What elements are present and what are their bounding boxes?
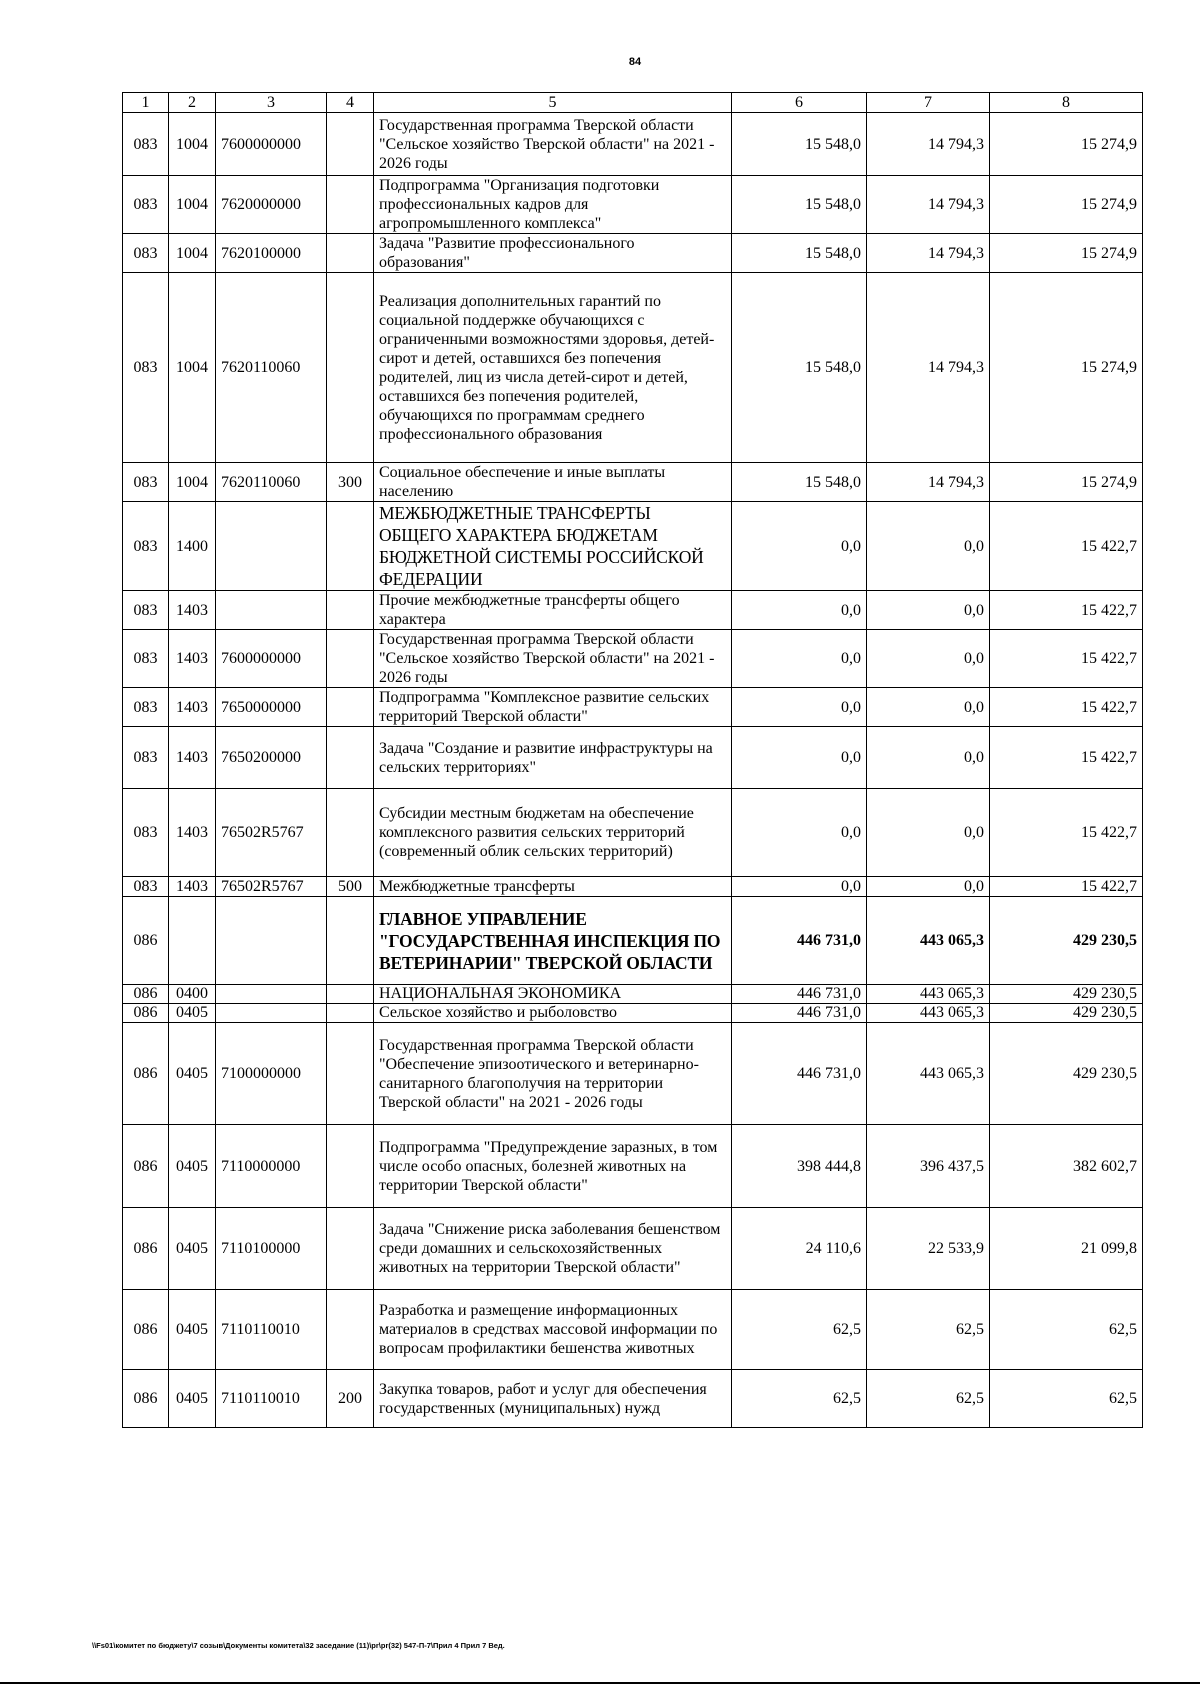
column-number: 4 [327, 93, 374, 113]
amount-2026-cell: 15 274,9 [990, 176, 1143, 234]
section-code-cell: 1403 [169, 789, 216, 877]
target-article-cell: 76502R5767 [216, 789, 327, 877]
table-row [123, 897, 1143, 985]
amount-2026-cell: 429 230,5 [990, 897, 1143, 985]
description-cell: Государственная программа Тверской области "Сельское хозяйство Тверской области" на 2021 - 2026 годы [374, 113, 732, 176]
target-article-cell: 7650000000 [216, 688, 327, 727]
column-number: 6 [732, 93, 867, 113]
expense-type-cell [327, 113, 374, 176]
table-row [123, 463, 1143, 502]
amount-2026-cell: 15 274,9 [990, 234, 1143, 273]
section-code-cell: 0405 [169, 1023, 216, 1125]
description-cell: Прочие межбюджетные трансферты общего характера [374, 591, 732, 630]
amount-2024-cell: 15 548,0 [732, 463, 867, 502]
description-cell: Реализация дополнительных гарантий по социальной поддержке обучающихся с ограниченными возможностями здоровья, детей-сирот и детей, оставшихся без попечения родителей, лиц из числа детей-сирот и детей, оставшихся без попечения родителей, обучающихся по программам среднего профессионального образования [374, 273, 732, 463]
amount-2026-cell: 382 602,7 [990, 1125, 1143, 1208]
amount-2024-cell: 62,5 [732, 1290, 867, 1370]
ministry-code-cell: 083 [123, 877, 169, 897]
table-row [123, 176, 1143, 234]
target-article-cell: 76502R5767 [216, 877, 327, 897]
target-article-cell: 7600000000 [216, 630, 327, 688]
amount-2024-cell: 15 548,0 [732, 113, 867, 176]
target-article-cell: 7110100000 [216, 1208, 327, 1290]
amount-2024-cell: 446 731,0 [732, 1004, 867, 1023]
section-code-cell: 1004 [169, 463, 216, 502]
column-number: 7 [867, 93, 990, 113]
amount-2025-cell: 0,0 [867, 591, 990, 630]
amount-2025-cell: 443 065,3 [867, 985, 990, 1004]
table-row [123, 502, 1143, 591]
target-article-cell: 7110110010 [216, 1370, 327, 1428]
amount-2025-cell: 62,5 [867, 1290, 990, 1370]
ministry-code-cell: 083 [123, 789, 169, 877]
description-cell: Задача "Создание и развитие инфраструктуры на сельских территориях" [374, 727, 732, 789]
ministry-code-cell: 083 [123, 688, 169, 727]
table-row [123, 1125, 1143, 1208]
target-article-cell: 7620110060 [216, 273, 327, 463]
amount-2026-cell: 15 422,7 [990, 877, 1143, 897]
amount-2024-cell: 15 548,0 [732, 176, 867, 234]
section-code-cell: 1400 [169, 502, 216, 591]
ministry-code-cell: 083 [123, 591, 169, 630]
target-article-cell: 7100000000 [216, 1023, 327, 1125]
amount-2024-cell: 62,5 [732, 1370, 867, 1428]
description-cell: Подпрограмма "Комплексное развитие сельских территорий Тверской области" [374, 688, 732, 727]
amount-2024-cell: 15 548,0 [732, 234, 867, 273]
expense-type-cell [327, 273, 374, 463]
column-number: 1 [123, 93, 169, 113]
budget-table [122, 92, 1143, 1428]
expense-type-cell: 300 [327, 463, 374, 502]
section-code-cell: 0405 [169, 1004, 216, 1023]
column-number: 3 [216, 93, 327, 113]
expense-type-cell [327, 234, 374, 273]
amount-2025-cell: 0,0 [867, 789, 990, 877]
expense-type-cell [327, 1023, 374, 1125]
target-article-cell: 7650200000 [216, 727, 327, 789]
target-article-cell: 7620100000 [216, 234, 327, 273]
amount-2026-cell: 15 422,7 [990, 727, 1143, 789]
footer-file-path: \\Fs01\комитет по бюджету\7 созыв\Документы комитета\32 заседание (11)\pr\pr(32) 547-П-7\Прил 4 Прил 7 Вед. [92, 1641, 505, 1650]
table-row [123, 630, 1143, 688]
expense-type-cell [327, 1004, 374, 1023]
section-code-cell [169, 897, 216, 985]
amount-2024-cell: 0,0 [732, 688, 867, 727]
expense-type-cell [327, 176, 374, 234]
description-cell: НАЦИОНАЛЬНАЯ ЭКОНОМИКА [374, 985, 732, 1004]
expense-type-cell [327, 985, 374, 1004]
expense-type-cell [327, 591, 374, 630]
amount-2024-cell: 446 731,0 [732, 1023, 867, 1125]
amount-2025-cell: 443 065,3 [867, 1004, 990, 1023]
ministry-code-cell: 086 [123, 1004, 169, 1023]
amount-2026-cell: 429 230,5 [990, 985, 1143, 1004]
expense-type-cell [327, 1208, 374, 1290]
amount-2024-cell: 0,0 [732, 727, 867, 789]
ministry-code-cell: 086 [123, 1208, 169, 1290]
expense-type-cell: 500 [327, 877, 374, 897]
target-article-cell: 7110000000 [216, 1125, 327, 1208]
amount-2025-cell: 0,0 [867, 502, 990, 591]
amount-2026-cell: 62,5 [990, 1370, 1143, 1428]
amount-2026-cell: 15 422,7 [990, 502, 1143, 591]
ministry-code-cell: 086 [123, 1370, 169, 1428]
section-code-cell: 0405 [169, 1125, 216, 1208]
amount-2026-cell: 21 099,8 [990, 1208, 1143, 1290]
column-number: 2 [169, 93, 216, 113]
ministry-code-cell: 083 [123, 463, 169, 502]
description-cell: Задача "Снижение риска заболевания бешенством среди домашних и сельскохозяйственных животных на территории Тверской области" [374, 1208, 732, 1290]
table-row [123, 1208, 1143, 1290]
table-row [123, 1290, 1143, 1370]
table-row [123, 985, 1143, 1004]
amount-2025-cell: 0,0 [867, 877, 990, 897]
amount-2025-cell: 14 794,3 [867, 176, 990, 234]
section-code-cell: 0405 [169, 1208, 216, 1290]
ministry-code-cell: 086 [123, 1023, 169, 1125]
description-cell: Субсидии местным бюджетам на обеспечение комплексного развития сельских территорий (современный облик сельских территорий) [374, 789, 732, 877]
section-code-cell: 1004 [169, 273, 216, 463]
expense-type-cell [327, 727, 374, 789]
expense-type-cell [327, 630, 374, 688]
description-cell: Подпрограмма "Организация подготовки профессиональных кадров для агропромышленного комплекса" [374, 176, 732, 234]
amount-2024-cell: 0,0 [732, 789, 867, 877]
amount-2025-cell: 0,0 [867, 688, 990, 727]
amount-2025-cell: 443 065,3 [867, 897, 990, 985]
table-row [123, 1370, 1143, 1428]
bottom-rule [0, 1682, 1200, 1684]
page-number: 84 [628, 56, 642, 68]
amount-2024-cell: 446 731,0 [732, 897, 867, 985]
amount-2026-cell: 15 274,9 [990, 273, 1143, 463]
ministry-code-cell: 083 [123, 630, 169, 688]
amount-2025-cell: 0,0 [867, 630, 990, 688]
description-cell: МЕЖБЮДЖЕТНЫЕ ТРАНСФЕРТЫ ОБЩЕГО ХАРАКТЕРА БЮДЖЕТАМ БЮДЖЕТНОЙ СИСТЕМЫ РОССИЙСКОЙ ФЕДЕРАЦИИ [374, 502, 732, 591]
description-cell: Задача "Развитие профессионального образования" [374, 234, 732, 273]
amount-2026-cell: 429 230,5 [990, 1004, 1143, 1023]
amount-2026-cell: 15 422,7 [990, 630, 1143, 688]
description-cell: Подпрограмма "Предупреждение заразных, в том числе особо опасных, болезней животных на территории Тверской области" [374, 1125, 732, 1208]
amount-2026-cell: 15 274,9 [990, 113, 1143, 176]
amount-2026-cell: 15 422,7 [990, 789, 1143, 877]
ministry-code-cell: 083 [123, 234, 169, 273]
section-code-cell: 0405 [169, 1370, 216, 1428]
section-code-cell: 1403 [169, 727, 216, 789]
description-cell: Межбюджетные трансферты [374, 877, 732, 897]
table-row [123, 1004, 1143, 1023]
description-cell: Сельское хозяйство и рыболовство [374, 1004, 732, 1023]
expense-type-cell [327, 1290, 374, 1370]
table-row [123, 688, 1143, 727]
amount-2025-cell: 14 794,3 [867, 273, 990, 463]
amount-2024-cell: 0,0 [732, 630, 867, 688]
section-code-cell: 1403 [169, 591, 216, 630]
target-article-cell [216, 591, 327, 630]
section-code-cell: 0400 [169, 985, 216, 1004]
section-code-cell: 1004 [169, 234, 216, 273]
ministry-code-cell: 086 [123, 1290, 169, 1370]
column-number-row [123, 93, 1143, 113]
target-article-cell [216, 1004, 327, 1023]
column-number: 8 [990, 93, 1143, 113]
amount-2024-cell: 0,0 [732, 591, 867, 630]
amount-2024-cell: 0,0 [732, 877, 867, 897]
amount-2024-cell: 24 110,6 [732, 1208, 867, 1290]
description-cell: ГЛАВНОЕ УПРАВЛЕНИЕ "ГОСУДАРСТВЕННАЯ ИНСПЕКЦИЯ ПО ВЕТЕРИНАРИИ" ТВЕРСКОЙ ОБЛАСТИ [374, 897, 732, 985]
description-cell: Разработка и размещение информационных материалов в средствах массовой информации по вопросам профилактики бешенства животных [374, 1290, 732, 1370]
amount-2026-cell: 15 274,9 [990, 463, 1143, 502]
ministry-code-cell: 083 [123, 113, 169, 176]
table-row [123, 789, 1143, 877]
target-article-cell [216, 897, 327, 985]
amount-2026-cell: 429 230,5 [990, 1023, 1143, 1125]
amount-2025-cell: 14 794,3 [867, 463, 990, 502]
target-article-cell: 7110110010 [216, 1290, 327, 1370]
ministry-code-cell: 083 [123, 273, 169, 463]
table-row [123, 877, 1143, 897]
ministry-code-cell: 086 [123, 1125, 169, 1208]
table-row [123, 234, 1143, 273]
amount-2025-cell: 22 533,9 [867, 1208, 990, 1290]
table-row [123, 1023, 1143, 1125]
expense-type-cell [327, 688, 374, 727]
expense-type-cell [327, 897, 374, 985]
section-code-cell: 1004 [169, 113, 216, 176]
description-cell: Закупка товаров, работ и услуг для обеспечения государственных (муниципальных) нужд [374, 1370, 732, 1428]
amount-2024-cell: 0,0 [732, 502, 867, 591]
ministry-code-cell: 083 [123, 176, 169, 234]
description-cell: Государственная программа Тверской области "Обеспечение эпизоотического и ветеринарно-санитарного благополучия на территории Тверской области" на 2021 - 2026 годы [374, 1023, 732, 1125]
description-cell: Государственная программа Тверской области "Сельское хозяйство Тверской области" на 2021 - 2026 годы [374, 630, 732, 688]
ministry-code-cell: 083 [123, 727, 169, 789]
target-article-cell: 7620000000 [216, 176, 327, 234]
table-row [123, 113, 1143, 176]
amount-2026-cell: 15 422,7 [990, 591, 1143, 630]
target-article-cell [216, 985, 327, 1004]
amount-2026-cell: 15 422,7 [990, 688, 1143, 727]
amount-2024-cell: 398 444,8 [732, 1125, 867, 1208]
target-article-cell: 7620110060 [216, 463, 327, 502]
ministry-code-cell: 086 [123, 985, 169, 1004]
column-number: 5 [374, 93, 732, 113]
section-code-cell: 0405 [169, 1290, 216, 1370]
section-code-cell: 1403 [169, 688, 216, 727]
amount-2025-cell: 396 437,5 [867, 1125, 990, 1208]
section-code-cell: 1403 [169, 630, 216, 688]
expense-type-cell [327, 502, 374, 591]
ministry-code-cell: 083 [123, 502, 169, 591]
amount-2026-cell: 62,5 [990, 1290, 1143, 1370]
table-row [123, 591, 1143, 630]
section-code-cell: 1403 [169, 877, 216, 897]
table-row [123, 273, 1143, 463]
ministry-code-cell: 086 [123, 897, 169, 985]
section-code-cell: 1004 [169, 176, 216, 234]
expense-type-cell: 200 [327, 1370, 374, 1428]
amount-2025-cell: 443 065,3 [867, 1023, 990, 1125]
amount-2025-cell: 14 794,3 [867, 234, 990, 273]
amount-2025-cell: 62,5 [867, 1370, 990, 1428]
amount-2024-cell: 15 548,0 [732, 273, 867, 463]
amount-2025-cell: 0,0 [867, 727, 990, 789]
target-article-cell [216, 502, 327, 591]
expense-type-cell [327, 1125, 374, 1208]
expense-type-cell [327, 789, 374, 877]
amount-2025-cell: 14 794,3 [867, 113, 990, 176]
amount-2024-cell: 446 731,0 [732, 985, 867, 1004]
description-cell: Социальное обеспечение и иные выплаты населению [374, 463, 732, 502]
target-article-cell: 7600000000 [216, 113, 327, 176]
table-row [123, 727, 1143, 789]
